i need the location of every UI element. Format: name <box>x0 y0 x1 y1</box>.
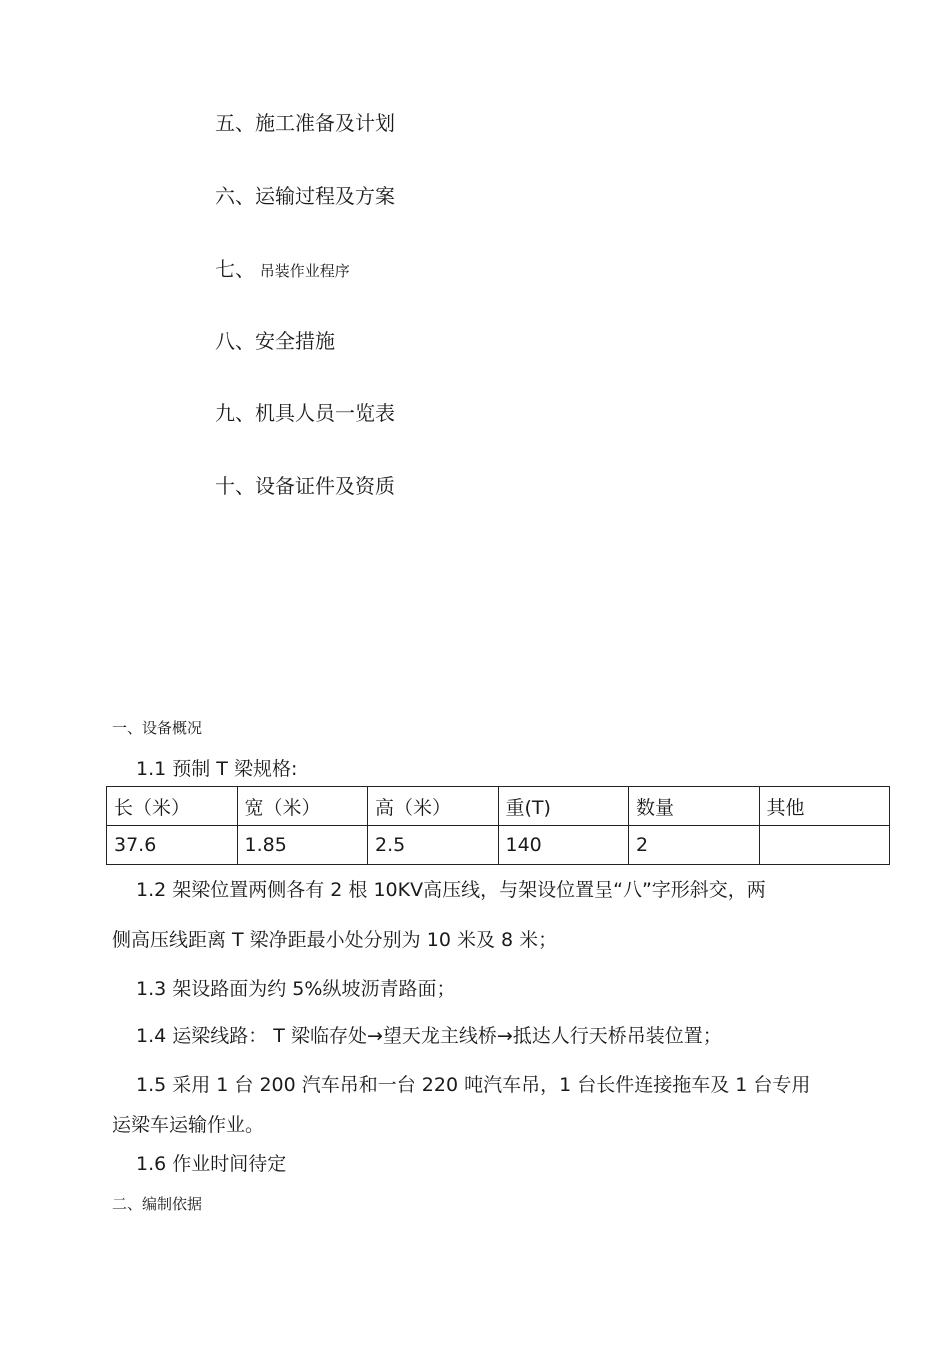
paragraph-1-2-line-2: 侧高压线距离 T 梁净距最小处分别为 10 米及 8 米； <box>112 929 558 951</box>
toc-item-7-label: 吊装作业程序 <box>259 262 350 280</box>
table-header-cell: 高（米） <box>368 787 499 826</box>
toc-item-7-number: 七、 <box>215 257 255 281</box>
table-header-row <box>107 787 890 826</box>
table-cell: 2.5 <box>368 826 499 865</box>
t-beam-spec-table <box>106 786 890 865</box>
table-cell <box>759 826 890 865</box>
paragraph-1-5-line-2: 运梁车运输作业。 <box>112 1114 265 1136</box>
section-heading-basis: 二、编制依据 <box>112 1195 203 1213</box>
paragraph-1-4: 1.4 运梁线路： T 梁临存处→望天龙主线桥→抵达人行天桥吊装位置； <box>136 1025 722 1047</box>
table-header-cell: 其他 <box>759 787 890 826</box>
paragraph-1-2-line-1: 1.2 架梁位置两侧各有 2 根 10KV高压线，与架设位置呈“八”字形斜交，两 <box>136 879 766 901</box>
table-row <box>107 826 890 865</box>
table-header-cell: 重(T) <box>498 787 629 826</box>
table-header-cell: 数量 <box>629 787 760 826</box>
table-header-cell: 宽（米） <box>237 787 368 826</box>
toc-item-10: 十、设备证件及资质 <box>215 474 395 498</box>
table-cell: 1.85 <box>237 826 368 865</box>
toc-item-7 <box>215 257 350 283</box>
toc-item-9: 九、机具人员一览表 <box>215 401 395 425</box>
section-heading-equipment-overview: 一、设备概况 <box>112 719 203 737</box>
paragraph-1-6: 1.6 作业时间待定 <box>136 1153 287 1175</box>
paragraph-1-3: 1.3 架设路面为约 5%纵坡沥青路面； <box>136 978 456 1000</box>
toc-item-6: 六、运输过程及方案 <box>215 184 395 208</box>
table-header-cell: 长（米） <box>107 787 238 826</box>
toc-item-5: 五、施工准备及计划 <box>215 111 395 135</box>
paragraph-1-1: 1.1 预制 T 梁规格: <box>136 758 298 780</box>
toc-item-8: 八、安全措施 <box>215 329 335 353</box>
table-cell: 37.6 <box>107 826 238 865</box>
table-cell: 140 <box>498 826 629 865</box>
table-cell: 2 <box>629 826 760 865</box>
paragraph-1-5-line-1: 1.5 采用 1 台 200 汽车吊和一台 220 吨汽车吊，1 台长件连接拖车及 1 台专用 <box>136 1074 811 1096</box>
